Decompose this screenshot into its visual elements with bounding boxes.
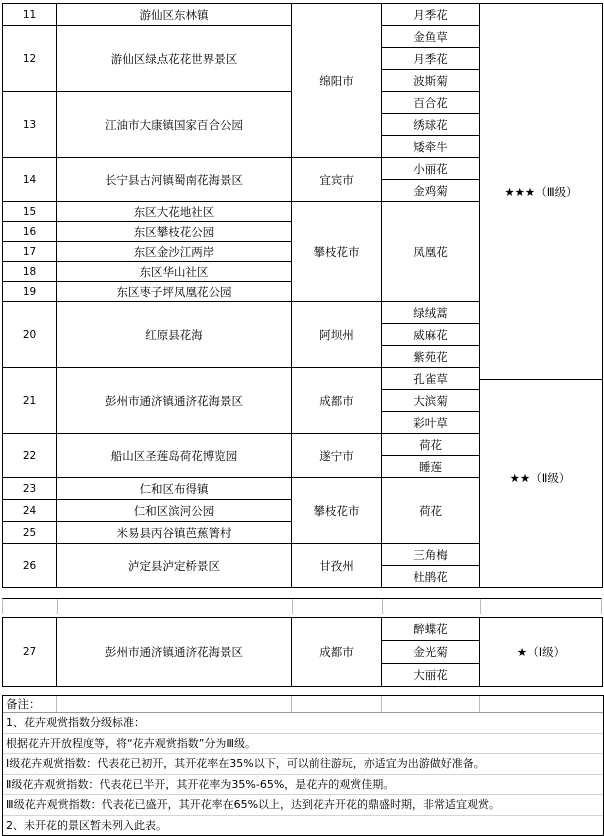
city-cell: 宜宾市 xyxy=(292,158,382,202)
site-name: 东区枣子坪凤凰花公园 xyxy=(57,282,292,302)
city-cell: 攀枝花市 xyxy=(292,478,382,544)
site-name: 红原县花海 xyxy=(57,302,292,368)
city-cell: 阿坝州 xyxy=(292,302,382,368)
site-name: 游仙区绿点花花世界景区 xyxy=(57,26,292,92)
notes-section xyxy=(2,695,604,836)
site-name: 仁和区布得镇 xyxy=(57,478,292,500)
level-cell-level2 xyxy=(480,470,600,486)
site-name: 仁和区滨河公园 xyxy=(57,500,292,522)
level-label: ★★（Ⅱ级） xyxy=(509,471,571,485)
row-number: 16 xyxy=(3,222,57,242)
row-number: 18 xyxy=(3,262,57,282)
flower-name: 三角梅 xyxy=(382,544,480,566)
flower-name: 凤凰花 xyxy=(382,202,480,302)
note-line: Ⅲ级花卉观赏指数：代表花已盛开，其开花率在65%以上，达到花卉开花的鼎盛时期，非常适宜观赏。 xyxy=(3,795,603,816)
site-name: 彭州市通济镇通济花海景区 xyxy=(57,368,292,434)
flower-name: 小丽花 xyxy=(382,158,480,180)
city-cell: 攀枝花市 xyxy=(292,202,382,302)
row-number: 26 xyxy=(3,544,57,588)
flower-name: 大滨菊 xyxy=(382,390,480,412)
flower-name: 绿绒蒿 xyxy=(382,302,480,324)
level-divider xyxy=(480,379,602,380)
flower-name: 金鱼草 xyxy=(382,26,480,48)
row-number: 22 xyxy=(3,434,57,478)
flower-name: 醉蝶花 xyxy=(382,618,480,641)
row-number: 17 xyxy=(3,242,57,262)
flower-name: 威麻花 xyxy=(382,324,480,346)
row-number: 25 xyxy=(3,522,57,544)
level-label: ★★★（Ⅲ级） xyxy=(504,185,578,199)
city-cell: 成都市 xyxy=(292,368,382,434)
row-number: 13 xyxy=(3,92,57,158)
flower-name: 大丽花 xyxy=(382,664,480,687)
level-cell xyxy=(480,4,603,588)
city-cell: 甘孜州 xyxy=(292,544,382,588)
flower-name: 睡莲 xyxy=(382,456,480,478)
flower-name: 荷花 xyxy=(382,478,480,544)
flower-name: 金鸡菊 xyxy=(382,180,480,202)
row-number: 15 xyxy=(3,202,57,222)
notes-heading: 备注： xyxy=(3,696,57,712)
row-number: 20 xyxy=(3,302,57,368)
site-name: 东区华山社区 xyxy=(57,262,292,282)
flower-name: 百合花 xyxy=(382,92,480,114)
site-name: 长宁县古河镇蜀南花海景区 xyxy=(57,158,292,202)
site-name: 米易县丙谷镇芭蕉箐村 xyxy=(57,522,292,544)
site-name: 东区攀枝花公园 xyxy=(57,222,292,242)
site-name: 彭州市通济镇通济花海景区 xyxy=(57,618,292,687)
spacer-row xyxy=(2,598,602,614)
note-line: 根据花卉开放程度等，将“花卉观赏指数”分为Ⅲ级。 xyxy=(3,734,603,755)
note-line: 1、花卉观赏指数分级标准： xyxy=(3,713,603,734)
row-number: 23 xyxy=(3,478,57,500)
city-cell: 遂宁市 xyxy=(292,434,382,478)
flower-name: 彩叶草 xyxy=(382,412,480,434)
flower-name: 荷花 xyxy=(382,434,480,456)
flower-name: 绣球花 xyxy=(382,114,480,136)
flower-name: 月季花 xyxy=(382,4,480,26)
row-number: 14 xyxy=(3,158,57,202)
flower-index-table xyxy=(2,3,603,588)
site-name: 船山区圣莲岛荷花博览园 xyxy=(57,434,292,478)
row-number: 24 xyxy=(3,500,57,522)
note-line: Ⅱ级花卉观赏指数：代表花已半开，其开花率为35%-65%，是花卉的观赏佳期。 xyxy=(3,775,603,796)
city-cell: 成都市 xyxy=(292,618,382,687)
flower-name: 金光菊 xyxy=(382,641,480,664)
flower-name: 孔雀草 xyxy=(382,368,480,390)
site-name: 泸定县泸定桥景区 xyxy=(57,544,292,588)
flower-index-table-level1 xyxy=(2,617,603,687)
flower-name: 波斯菊 xyxy=(382,70,480,92)
row-number: 27 xyxy=(3,618,57,687)
level-cell: ★（Ⅰ级） xyxy=(480,618,603,687)
site-name: 游仙区东林镇 xyxy=(57,4,292,26)
site-name: 江油市大康镇国家百合公园 xyxy=(57,92,292,158)
flower-name: 矮牵牛 xyxy=(382,136,480,158)
notes-header-row xyxy=(3,696,603,713)
flower-name: 杜鹃花 xyxy=(382,566,480,588)
site-name: 东区大花地社区 xyxy=(57,202,292,222)
city-cell: 绵阳市 xyxy=(292,4,382,158)
flower-name: 紫苑花 xyxy=(382,346,480,368)
site-name: 东区金沙江两岸 xyxy=(57,242,292,262)
note-line: Ⅰ级花卉观赏指数：代表花已初开，其开花率在35%以下，可以前往游玩，亦适宜为出游做好准备。 xyxy=(3,754,603,775)
row-number: 12 xyxy=(3,26,57,92)
row-number: 11 xyxy=(3,4,57,26)
row-number: 21 xyxy=(3,368,57,434)
row-number: 19 xyxy=(3,282,57,302)
flower-name: 月季花 xyxy=(382,48,480,70)
note-line: 2、未开花的景区暂未列入此表。 xyxy=(6,818,167,832)
